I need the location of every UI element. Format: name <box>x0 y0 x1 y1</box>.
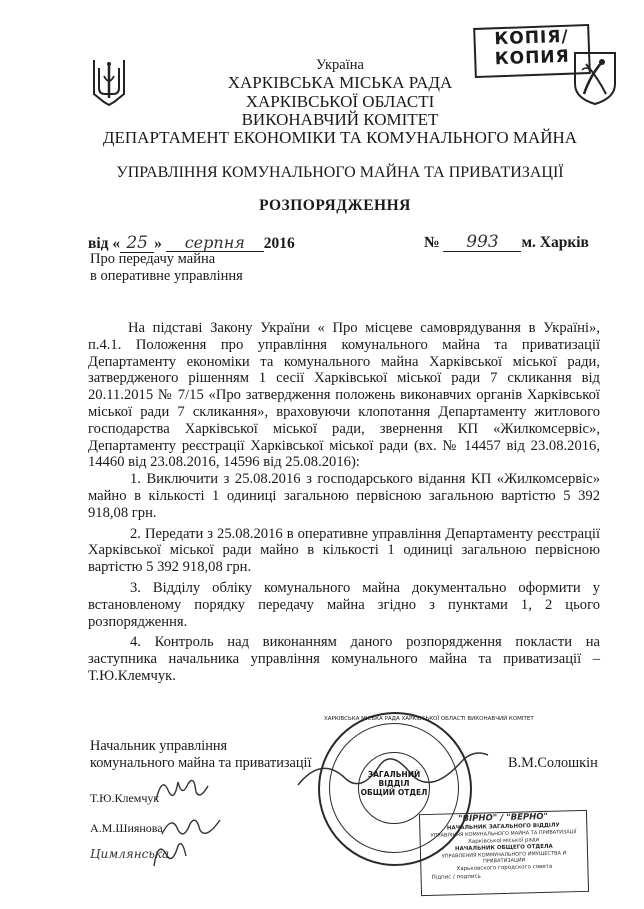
verno-stamp-line3: Харківської міської ради <box>468 836 540 845</box>
number-line <box>424 234 589 252</box>
number-label: № <box>424 234 440 251</box>
header-directorate: УПРАВЛІННЯ КОМУНАЛЬНОГО МАЙНА ТА ПРИВАТИЗАЦІЇ <box>116 164 564 181</box>
date-year: 2016 <box>263 235 295 252</box>
header-department: ДЕПАРТАМЕНТ ЕКОНОМІКИ ТА КОМУНАЛЬНОГО МАЙНА <box>102 128 578 147</box>
signature-scribble-3 <box>150 836 190 870</box>
verno-stamp <box>419 810 589 896</box>
round-stamp-center-text <box>350 770 438 797</box>
header-country: Україна <box>316 57 364 73</box>
date-prefix: від « <box>88 235 121 252</box>
body-preamble: На підставі Закону України « Про місцеве самоврядування в Україні», п.4.1. Положення про управління комунального майна та приватизації Департаменту економіки та комунального майна Харківської міської ради, затвердженого рішенням 1 сесії Харківської міської ради 7 скликання від 20.11.2015 № 7/15 «Про затвердження положень виконавчих органів Харківської міської ради 7 скликання», враховуючи клопотання Департаменту житлового господарства Харківської міської ради, звернення КП «Жилкомсервіс», Департаменту реєстрації Харківської міської ради (вх. № 14457 від 23.08.2016, 14460 від 23.08.2016, 14596 від 25.08.2016): <box>88 320 600 471</box>
body-item-4: 4. Контроль над виконанням даного розпорядження покласти на заступника начальника управління комунального майна та приватизації – Т.Ю.Клемчук. <box>88 634 600 684</box>
signature-position <box>90 738 311 772</box>
verno-stamp-line2: УПРАВЛІННЯ КОМУНАЛЬНОГО МАЙНА ТА ПРИВАТИЗАЦІЇ <box>430 829 577 839</box>
verno-stamp-line5: УПРАВЛЕНИЯ КОММУНАЛЬНОГО ИМУЩЕСТВА И ПРИВАТИЗАЦИИ <box>441 849 567 865</box>
subject <box>90 251 243 285</box>
signature-position-line1: Начальник управління <box>90 738 228 754</box>
header-region: ХАРКІВСЬКОЇ ОБЛАСТІ <box>245 92 435 111</box>
body-item-3: 3. Відділу обліку комунального майна документально оформити у встановленому порядку передачу майна згідно з пунктами 1, 2 цього розпорядження. <box>88 579 600 630</box>
date-mid: » <box>154 235 162 252</box>
subject-line2: в оперативне управління <box>90 268 243 284</box>
approval-1: Т.Ю.Клемчук <box>90 791 160 805</box>
header-council: ХАРКІВСЬКА МІСЬКА РАДА <box>227 73 453 92</box>
approval-2: А.М.Шиянова <box>90 821 163 835</box>
header-committee: ВИКОНАВЧИЙ КОМІТЕТ <box>241 110 439 129</box>
body-text <box>88 320 600 685</box>
body-item-2: 2. Передати з 25.08.2016 в оперативне управління Департаменту реєстрації Харківської міської ради майно в кількості 1 одиниці загальною первісною вартістю 5 392 918,08 грн. <box>88 525 600 576</box>
approval-3: Цимлянська <box>90 847 170 861</box>
round-stamp-ring-text: ХАРКІВСЬКА МІСЬКА РАДА ХАРКІВСЬКОЇ ОБЛАСТІ ВИКОНАВЧИЙ КОМІТЕТ <box>324 716 534 722</box>
number-value: 993 <box>443 234 521 252</box>
round-stamp-center-line1: ЗАГАЛЬНИЙ <box>367 770 421 779</box>
signature-position-line2: комунального майна та приватизації <box>90 755 312 771</box>
signature-scribble-1 <box>152 770 212 810</box>
body-item-1: 1. Виключити з 25.08.2016 з господарського відання КП «Жилкомсервіс» майно в кількості 1 одиниці загальною первісною загальною вартістю 5 392 918,08 грн. <box>88 471 600 521</box>
copy-stamp-line1: КОПІЯ/ <box>494 26 569 50</box>
verno-stamp-line6: Харьковского городского совета <box>456 863 553 872</box>
round-stamp-center-line2: ВІДДІЛ <box>378 779 410 788</box>
verno-stamp-line1: НАЧАЛЬНИК ЗАГАЛЬНОГО ВІДДІЛУ <box>446 822 560 832</box>
city: м. Харків <box>521 234 589 251</box>
copy-stamp-line2: КОПИЯ <box>494 46 571 70</box>
round-stamp-center-line3: ОБЩИЙ ОТДЕЛ <box>360 788 428 797</box>
verno-stamp-line4: НАЧАЛЬНИК ОБЩЕГО ОТДЕЛА <box>454 843 553 852</box>
verno-stamp-sign-label: Підпис / подпись <box>431 873 481 881</box>
date-day: 25 <box>120 235 154 253</box>
signer-name: В.М.Солошкін <box>508 755 598 771</box>
doc-type-title: РОЗПОРЯДЖЕННЯ <box>259 197 411 214</box>
subject-line1: Про передачу майна <box>90 251 216 267</box>
copy-stamp <box>473 24 591 78</box>
verno-stamp-title: "ВІРНО" / "ВЕРНО" <box>458 811 549 825</box>
date-month: серпня <box>166 234 264 252</box>
